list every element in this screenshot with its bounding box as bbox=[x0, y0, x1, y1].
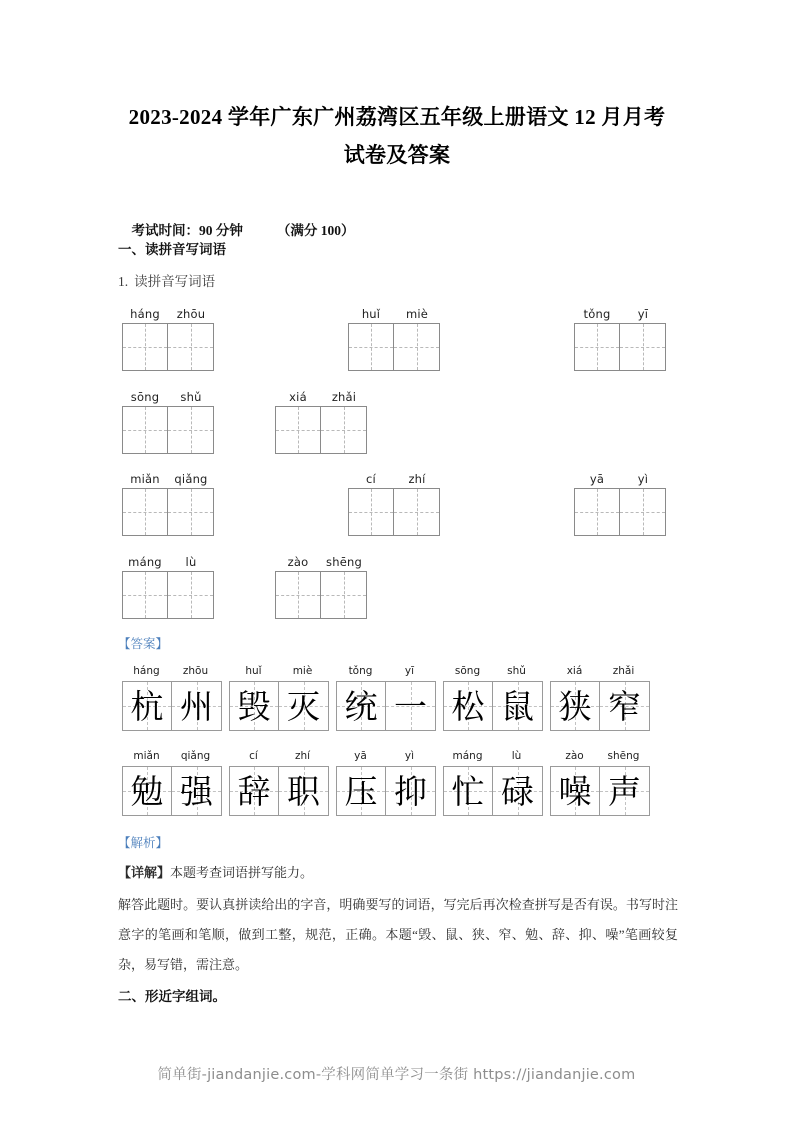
answer-pinyin-row bbox=[443, 665, 543, 680]
answer-row bbox=[122, 750, 650, 816]
tianzige-cell[interactable] bbox=[620, 324, 665, 370]
answer-word-group bbox=[336, 750, 436, 816]
question-number: 1. bbox=[118, 274, 129, 289]
tianzige-cell[interactable] bbox=[575, 324, 620, 370]
answer-pinyin-syllable: zào bbox=[565, 750, 584, 762]
page-title bbox=[118, 98, 676, 174]
pinyin-row bbox=[574, 470, 666, 486]
answer-pinyin-syllable: máng bbox=[452, 750, 483, 762]
answer-tianzige-cell bbox=[172, 682, 221, 730]
answer-character: 一 bbox=[394, 686, 427, 726]
answer-pinyin-syllable: huǐ bbox=[245, 665, 262, 677]
tianzige-cell[interactable] bbox=[620, 489, 665, 535]
answer-word-group bbox=[550, 665, 650, 731]
answer-pinyin-syllable: zhí bbox=[294, 750, 311, 762]
pinyin-syllable: huǐ bbox=[361, 307, 381, 321]
answer-pinyin-row bbox=[229, 750, 329, 765]
section-heading-2: 二、形近字组词。 bbox=[118, 989, 226, 1004]
answer-tianzige-grid bbox=[122, 766, 222, 816]
tianzige-cell[interactable] bbox=[575, 489, 620, 535]
pinyin-syllable: yā bbox=[589, 472, 605, 486]
tianzige-cell[interactable] bbox=[394, 324, 439, 370]
answer-word-group bbox=[229, 750, 329, 816]
tianzige-cell[interactable] bbox=[349, 489, 394, 535]
pinyin-row bbox=[275, 553, 367, 569]
pinyin-row bbox=[574, 305, 666, 321]
answer-pinyin-syllable: shēng bbox=[607, 750, 640, 762]
answer-pinyin-syllable: miǎn bbox=[133, 750, 160, 762]
pinyin-syllable: qiǎng bbox=[174, 472, 208, 486]
answer-tianzige-cell bbox=[444, 682, 493, 730]
pinyin-writing-group bbox=[122, 470, 214, 536]
answer-character: 杭 bbox=[130, 686, 164, 726]
answer-character: 窄 bbox=[608, 686, 641, 726]
answer-character: 噪 bbox=[558, 771, 592, 811]
answer-pinyin-row bbox=[336, 750, 436, 765]
tianzige-cell[interactable] bbox=[123, 489, 168, 535]
question-1 bbox=[118, 270, 215, 290]
pinyin-syllable: shǔ bbox=[180, 390, 202, 404]
answer-pinyin-syllable: háng bbox=[133, 665, 160, 677]
answer-tianzige-cell bbox=[279, 767, 328, 815]
tianzige-cell[interactable] bbox=[321, 572, 366, 618]
answer-pinyin-syllable: zhǎi bbox=[612, 665, 635, 677]
pinyin-writing-group bbox=[275, 388, 367, 454]
answer-character: 勉 bbox=[130, 771, 164, 811]
answer-pinyin-syllable: yì bbox=[404, 750, 415, 762]
answer-pinyin-syllable: sōng bbox=[454, 665, 481, 677]
answer-tianzige-grid bbox=[122, 681, 222, 731]
answer-pinyin-row bbox=[550, 750, 650, 765]
answer-tianzige-cell bbox=[172, 767, 221, 815]
tianzige-cell[interactable] bbox=[276, 407, 321, 453]
pinyin-syllable: zhōu bbox=[176, 307, 206, 321]
answer-pinyin-syllable: yā bbox=[354, 750, 367, 762]
tianzige-cell[interactable] bbox=[394, 489, 439, 535]
answer-pinyin-syllable: zhōu bbox=[182, 665, 209, 677]
analysis-detail-tag: 【详解】 bbox=[118, 865, 171, 880]
pinyin-syllable: tǒng bbox=[583, 307, 611, 321]
answer-character: 灭 bbox=[287, 686, 320, 726]
answer-tianzige-cell bbox=[230, 682, 279, 730]
section-heading-1: 一、读拼音写词语 bbox=[118, 242, 226, 257]
answer-pinyin-row bbox=[336, 665, 436, 680]
answer-tag: 【答案】 bbox=[118, 637, 169, 651]
answer-tianzige-cell bbox=[386, 767, 435, 815]
answer-tianzige-cell bbox=[600, 682, 649, 730]
tianzige-cell[interactable] bbox=[321, 407, 366, 453]
tianzige-cell[interactable] bbox=[168, 489, 213, 535]
answer-tianzige-cell bbox=[386, 682, 435, 730]
analysis-tag: 【解析】 bbox=[118, 836, 169, 850]
exam-time: 考试时间：90 分钟 bbox=[131, 223, 243, 238]
pinyin-writing-group bbox=[122, 388, 214, 454]
page-title-line-2: 试卷及答案 bbox=[343, 143, 451, 167]
answer-pinyin-syllable: shǔ bbox=[507, 665, 526, 677]
answer-word-group bbox=[229, 665, 329, 731]
answer-word-group bbox=[550, 750, 650, 816]
tianzige-grid[interactable] bbox=[275, 571, 367, 619]
answer-tianzige-grid bbox=[229, 766, 329, 816]
page-title-line-1: 2023-2024 学年广东广州荔湾区五年级上册语文 12 月月考 bbox=[128, 105, 666, 129]
answer-tianzige-cell bbox=[493, 767, 542, 815]
answer-word-group bbox=[122, 665, 222, 731]
answer-character: 州 bbox=[180, 686, 213, 726]
answer-character: 忙 bbox=[451, 771, 485, 811]
tianzige-cell[interactable] bbox=[349, 324, 394, 370]
answer-character: 狭 bbox=[558, 686, 592, 726]
pinyin-row bbox=[122, 388, 214, 404]
answer-character: 松 bbox=[451, 686, 485, 726]
pinyin-syllable: miè bbox=[405, 307, 429, 321]
answer-character: 职 bbox=[287, 771, 320, 811]
analysis-detail-line bbox=[118, 858, 678, 888]
tianzige-cell[interactable] bbox=[123, 572, 168, 618]
tianzige-cell[interactable] bbox=[168, 407, 213, 453]
tianzige-cell[interactable] bbox=[123, 407, 168, 453]
answer-character: 辞 bbox=[237, 771, 271, 811]
answer-character: 压 bbox=[344, 771, 378, 811]
pinyin-syllable: yī bbox=[637, 307, 649, 321]
answer-word-group bbox=[443, 750, 543, 816]
answer-tianzige-grid bbox=[550, 766, 650, 816]
pinyin-row bbox=[348, 470, 440, 486]
pinyin-writing-group bbox=[348, 305, 440, 371]
tianzige-grid[interactable] bbox=[122, 571, 214, 619]
answer-word-group bbox=[122, 750, 222, 816]
footer-watermark: 简单街-jiandanjie.com-学科网简单学习一条街 https://jiandanjie.com bbox=[157, 1067, 636, 1083]
answer-character: 声 bbox=[608, 771, 641, 811]
answer-pinyin-row bbox=[443, 750, 543, 765]
pinyin-syllable: zhǎi bbox=[331, 390, 357, 404]
answer-tianzige-cell bbox=[600, 767, 649, 815]
answer-row bbox=[122, 665, 650, 731]
pinyin-syllable: zào bbox=[287, 555, 309, 569]
answer-pinyin-syllable: miè bbox=[292, 665, 313, 677]
analysis-detail-text: 本题考查词语拼写能力。 bbox=[170, 865, 314, 880]
answer-pinyin-syllable: cí bbox=[249, 750, 258, 762]
answer-character: 抑 bbox=[394, 771, 427, 811]
tianzige-grid[interactable] bbox=[122, 488, 214, 536]
pinyin-syllable: xiá bbox=[289, 390, 307, 404]
pinyin-syllable: máng bbox=[128, 555, 162, 569]
answer-character: 强 bbox=[180, 771, 213, 811]
question-text: 读拼音写词语 bbox=[134, 274, 216, 289]
answer-tianzige-cell bbox=[123, 767, 172, 815]
pinyin-writing-group bbox=[348, 470, 440, 536]
answer-tianzige-cell bbox=[551, 682, 600, 730]
answer-word-group bbox=[443, 665, 543, 731]
pinyin-writing-group bbox=[574, 305, 666, 371]
answer-pinyin-syllable: qiǎng bbox=[180, 750, 211, 762]
tianzige-grid[interactable] bbox=[574, 323, 666, 371]
pinyin-syllable: sōng bbox=[130, 390, 160, 404]
answer-word-group bbox=[336, 665, 436, 731]
answer-tianzige-cell bbox=[279, 682, 328, 730]
answer-tianzige-grid bbox=[443, 766, 543, 816]
pinyin-writing-group bbox=[275, 553, 367, 619]
answer-pinyin-row bbox=[229, 665, 329, 680]
tianzige-cell[interactable] bbox=[276, 572, 321, 618]
tianzige-cell[interactable] bbox=[168, 324, 213, 370]
answer-pinyin-syllable: yī bbox=[404, 665, 415, 677]
answer-pinyin-row bbox=[122, 750, 222, 765]
answer-tianzige-cell bbox=[444, 767, 493, 815]
answer-pinyin-syllable: lù bbox=[511, 750, 522, 762]
tianzige-grid[interactable] bbox=[574, 488, 666, 536]
tianzige-grid[interactable] bbox=[348, 488, 440, 536]
answer-tianzige-cell bbox=[337, 682, 386, 730]
pinyin-syllable: zhí bbox=[408, 472, 426, 486]
exam-full-score: （满分 100） bbox=[276, 223, 355, 238]
tianzige-grid[interactable] bbox=[122, 323, 214, 371]
pinyin-row bbox=[275, 388, 367, 404]
answer-pinyin-row bbox=[550, 665, 650, 680]
answer-character: 毁 bbox=[237, 686, 271, 726]
pinyin-row bbox=[348, 305, 440, 321]
answer-character: 统 bbox=[344, 686, 378, 726]
answer-tianzige-grid bbox=[229, 681, 329, 731]
pinyin-syllable: lù bbox=[185, 555, 197, 569]
tianzige-cell[interactable] bbox=[123, 324, 168, 370]
answer-tianzige-cell bbox=[337, 767, 386, 815]
pinyin-syllable: shēng bbox=[326, 555, 362, 569]
tianzige-grid[interactable] bbox=[122, 406, 214, 454]
answer-tianzige-grid bbox=[550, 681, 650, 731]
pinyin-syllable: miǎn bbox=[130, 472, 160, 486]
pinyin-syllable: yì bbox=[637, 472, 649, 486]
answer-tianzige-grid bbox=[443, 681, 543, 731]
analysis-body: 解答此题时。要认真拼读给出的字音，明确要写的词语，写完后再次检查拼写是否有误。书写时注意字的笔画和笔顺，做到工整，规范，正确。本题“毁、鼠、狭、窄、勉、辞、抑、噪”笔画较复杂，易写错，需注意。 bbox=[118, 897, 678, 972]
pinyin-row bbox=[122, 470, 214, 486]
answer-tianzige-grid bbox=[336, 766, 436, 816]
answer-tianzige-cell bbox=[230, 767, 279, 815]
tianzige-grid[interactable] bbox=[275, 406, 367, 454]
pinyin-writing-group bbox=[122, 305, 214, 371]
answer-tianzige-cell bbox=[493, 682, 542, 730]
pinyin-writing-group bbox=[122, 553, 214, 619]
answer-pinyin-syllable: xiá bbox=[566, 665, 583, 677]
answer-character: 碌 bbox=[501, 771, 534, 811]
tianzige-cell[interactable] bbox=[168, 572, 213, 618]
tianzige-grid[interactable] bbox=[348, 323, 440, 371]
answer-tianzige-cell bbox=[551, 767, 600, 815]
answer-pinyin-row bbox=[122, 665, 222, 680]
pinyin-syllable: háng bbox=[130, 307, 160, 321]
pinyin-row bbox=[122, 305, 214, 321]
answer-pinyin-syllable: tǒng bbox=[348, 665, 373, 677]
pinyin-syllable: cí bbox=[366, 472, 376, 486]
answer-character: 鼠 bbox=[501, 686, 534, 726]
answer-tianzige-cell bbox=[123, 682, 172, 730]
answer-tianzige-grid bbox=[336, 681, 436, 731]
pinyin-row bbox=[122, 553, 214, 569]
pinyin-writing-group bbox=[574, 470, 666, 536]
